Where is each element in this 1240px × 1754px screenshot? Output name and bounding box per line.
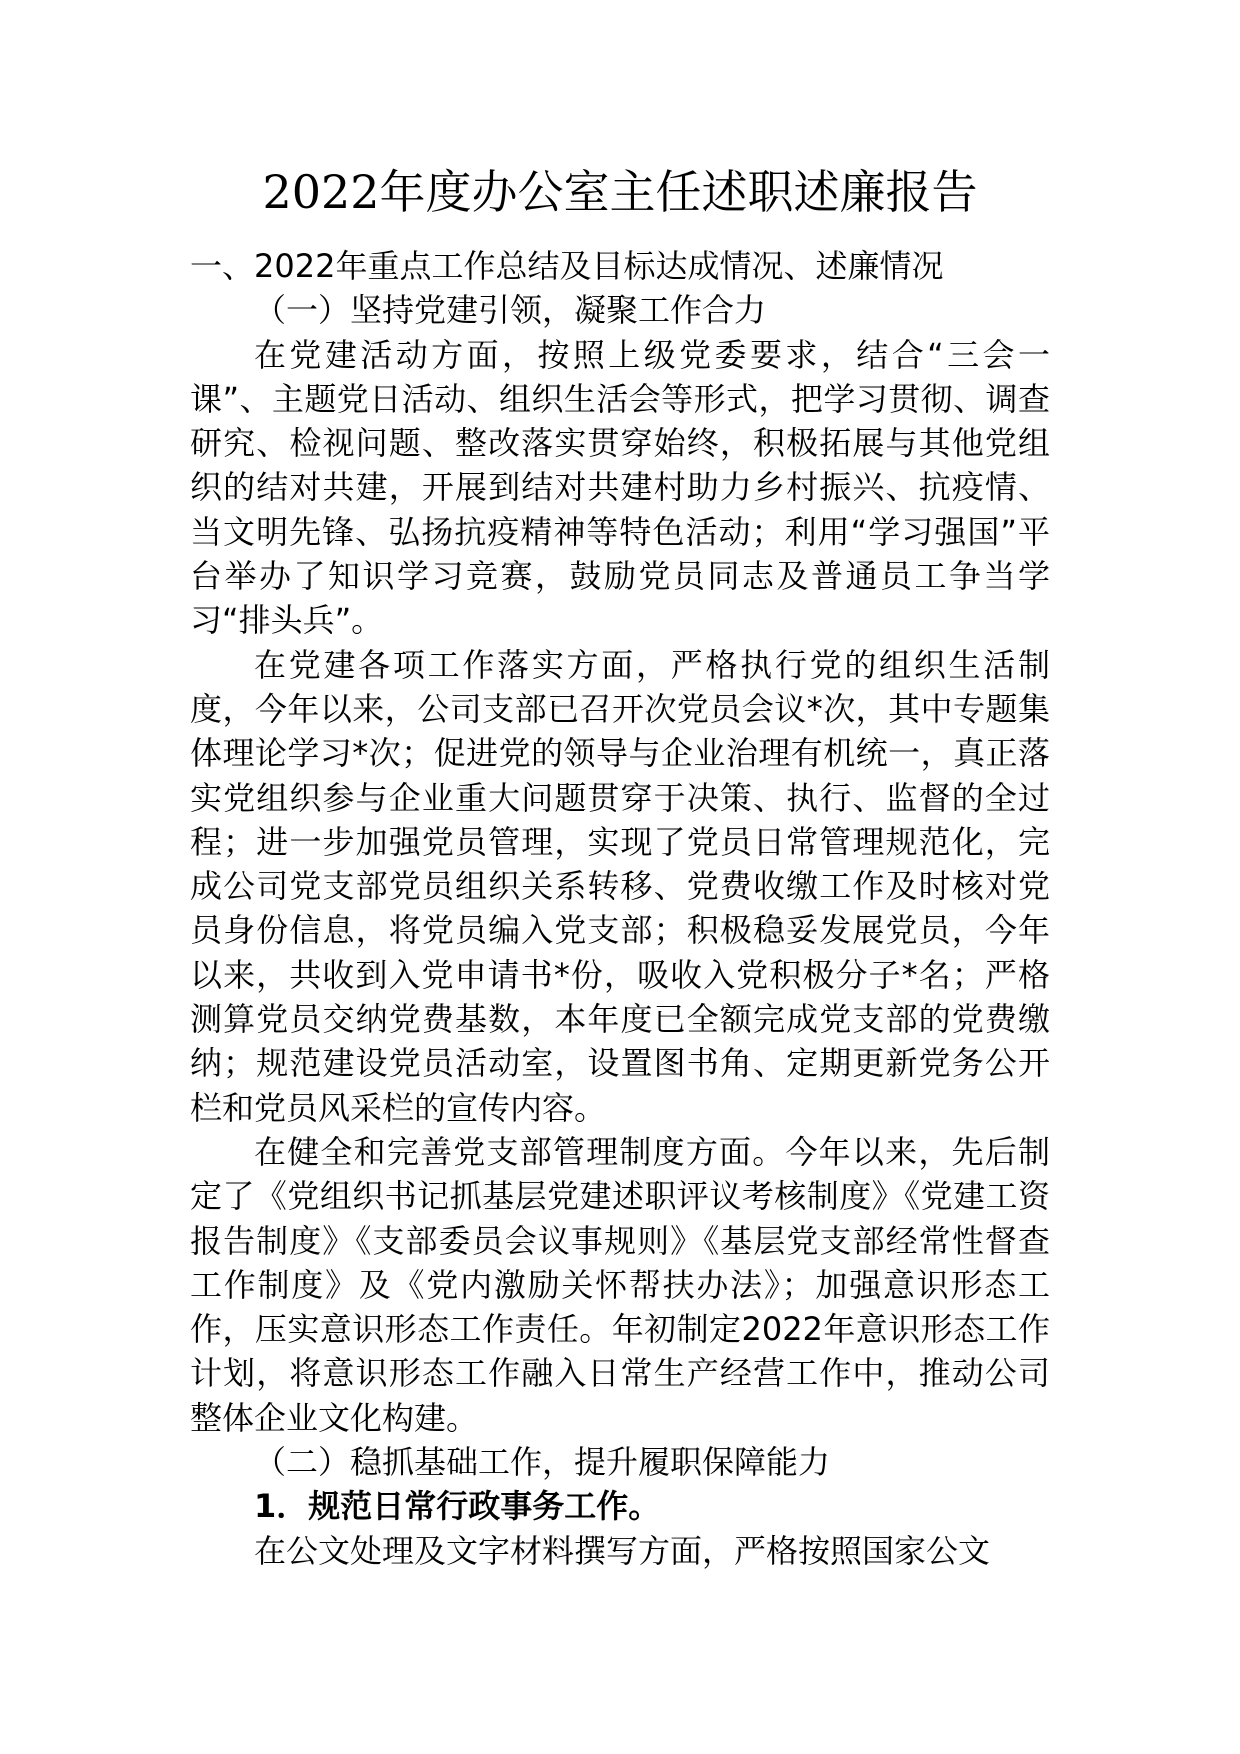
subsection-heading-2: （二）稳抓基础工作，提升履职保障能力: [254, 1443, 831, 1482]
subsection-heading-1: （一）坚持党建引领，凝聚工作合力: [254, 291, 767, 330]
section-heading-1: 一、2022年重点工作总结及目标达成情况、述廉情况: [190, 247, 944, 285]
paragraph-party-work-implementation: 在党建各项工作落实方面，严格执行党的组织生活制度，今年以来，公司支部已召开次党员会议*次，其中专题集体理论学习*次；促进党的领导与企业治理有机统一，真正落实党组织参与企业重大问题贯穿于决策、执行、监督的全过程；进一步加强党员管理，实现了党员日常管理规范化，完成公司党支部党员组织关系转移、党费收缴工作及时核对党员身份信息，将党员编入党支部；积极稳妥发展党员，今年以来，共收到入党申请书*份，吸收入党积极分子*名；严格测算党员交纳党费基数，本年度已全额完成党支部的党费缴纳；规范建设党员活动室，设置图书角、定期更新党务公开栏和党员风采栏的宣传内容。: [190, 645, 1050, 1127]
paragraph-document-handling: 在公文处理及文字材料撰写方面，严格按照国家公文: [254, 1531, 991, 1570]
paragraph-party-activities: 在党建活动方面，按照上级党委要求，结合“三会一课”、主题党日活动、组织生活会等形式，把学习贯彻、调查研究、检视问题、整改落实贯穿始终，积极拓展与其他党组织的结对共建，开展到结对共建村助力乡村振兴、抗疫情、当文明先锋、弘扬抗疫精神等特色活动；利用“学习强国”平台举办了知识学习竞赛，鼓励党员同志及普通员工争当学习“排头兵”。: [190, 335, 1050, 640]
item-heading-1: 1．规范日常行政事务工作。: [254, 1487, 661, 1526]
document-body: [190, 244, 1050, 1573]
paragraph-party-management-system: 在健全和完善党支部管理制度方面。今年以来，先后制定了《党组织书记抓基层党建述职评议考核制度》《党建工资报告制度》《支部委员会议事规则》《基层党支部经常性督查工作制度》及《党内激励关怀帮扶办法》；加强意识形态工作，压实意识形态工作责任。年初制定2022年意识形态工作计划，将意识形态工作融入日常生产经营工作中，推动公司整体企业文化构建。: [190, 1132, 1050, 1437]
document-title: 2022年度办公室主任述职述廉报告: [262, 165, 978, 219]
